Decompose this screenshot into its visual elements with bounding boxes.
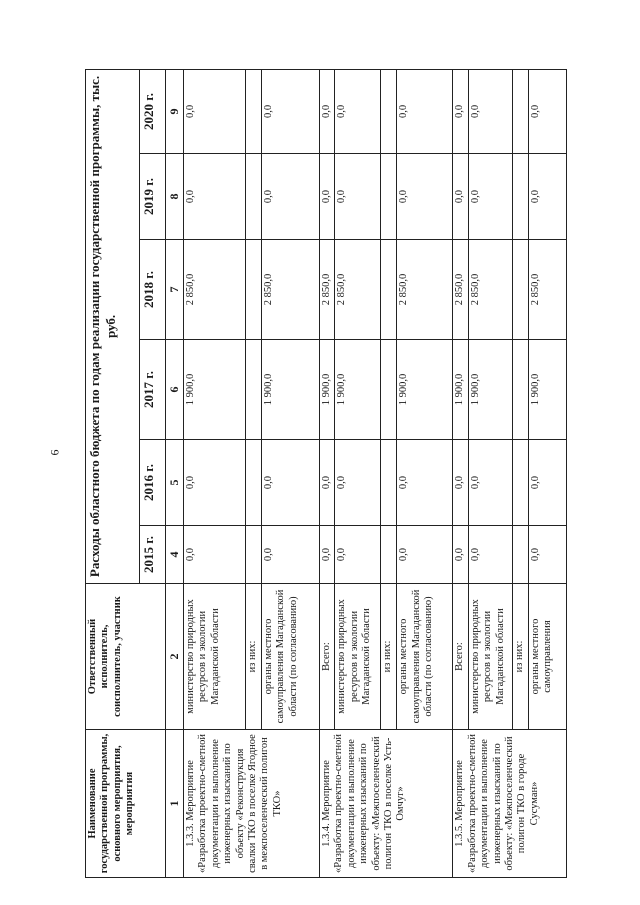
value-cell: 0,0 <box>320 69 335 153</box>
year-header: 2015 г. <box>140 526 166 584</box>
column-number: 1 <box>166 730 184 878</box>
value-cell: 0,0 <box>453 440 468 526</box>
value-cell: 0,0 <box>397 154 453 240</box>
page-number: 6 <box>47 449 62 456</box>
value-cell: 1 900,0 <box>335 340 381 440</box>
value-cell: 0,0 <box>262 69 320 153</box>
value-cell: 0,0 <box>528 440 566 526</box>
value-cell <box>246 240 262 340</box>
value-cell: 0,0 <box>184 526 246 584</box>
value-cell: 0,0 <box>184 154 246 240</box>
column-number: 5 <box>166 440 184 526</box>
value-cell: 2 850,0 <box>262 240 320 340</box>
value-cell: 0,0 <box>528 526 566 584</box>
value-cell: 2 850,0 <box>528 240 566 340</box>
value-cell: 2 850,0 <box>184 240 246 340</box>
column-number: 6 <box>166 340 184 440</box>
value-cell: 0,0 <box>453 69 468 153</box>
value-cell: 1 900,0 <box>320 340 335 440</box>
executor-cell: органы местного самоуправления Магаданской области (по согласованию) <box>262 584 320 730</box>
column-number: 9 <box>166 69 184 153</box>
total-label: Всего: <box>453 584 468 730</box>
value-cell <box>246 440 262 526</box>
value-cell: 2 850,0 <box>335 240 381 340</box>
value-cell <box>512 69 528 153</box>
value-cell: 1 900,0 <box>528 340 566 440</box>
value-cell: 0,0 <box>468 440 512 526</box>
rotated-page-content <box>85 70 567 878</box>
value-cell: 2 850,0 <box>468 240 512 340</box>
budget-table <box>85 69 567 878</box>
value-cell <box>512 340 528 440</box>
subtotal-label: из них: <box>381 584 397 730</box>
activity-name: 1.3.5. Мероприятие «Разработка проектно-сметной документации и выполнение инженерных изысканий по объекту: «Межпоселенческий полигон ТКО в городе Сусуман» <box>453 730 567 878</box>
year-header: 2019 г. <box>140 154 166 240</box>
executor-cell: министерство природных ресурсов и экологии Магаданской области <box>335 584 381 730</box>
value-cell <box>381 440 397 526</box>
executor-cell: органы местного самоуправления <box>528 584 566 730</box>
value-cell: 0,0 <box>320 526 335 584</box>
value-cell: 0,0 <box>320 440 335 526</box>
value-cell: 0,0 <box>335 440 381 526</box>
value-cell: 2 850,0 <box>397 240 453 340</box>
table-row <box>320 69 335 877</box>
value-cell <box>512 440 528 526</box>
year-header: 2016 г. <box>140 440 166 526</box>
value-cell <box>381 340 397 440</box>
column-number: 8 <box>166 154 184 240</box>
value-cell <box>246 526 262 584</box>
value-cell: 0,0 <box>335 154 381 240</box>
value-cell: 0,0 <box>468 526 512 584</box>
value-cell: 0,0 <box>528 154 566 240</box>
value-cell: 1 900,0 <box>184 340 246 440</box>
year-header: 2020 г. <box>140 69 166 153</box>
value-cell: 0,0 <box>335 69 381 153</box>
value-cell <box>381 154 397 240</box>
subtotal-label: из них: <box>512 584 528 730</box>
column-number: 4 <box>166 526 184 584</box>
value-cell: 0,0 <box>262 526 320 584</box>
executor-cell: министерство природных ресурсов и экологии Магаданской области <box>468 584 512 730</box>
value-cell: 0,0 <box>528 69 566 153</box>
value-cell <box>512 154 528 240</box>
header-name: Наименование государственной программы, основного мероприятия, мероприятия <box>86 730 166 878</box>
year-header: 2018 г. <box>140 240 166 340</box>
total-label: Всего: <box>320 584 335 730</box>
value-cell: 1 900,0 <box>262 340 320 440</box>
header-budget: Расходы областного бюджета по годам реализации государственной программы, тыс. руб. <box>86 69 140 583</box>
value-cell <box>246 340 262 440</box>
value-cell: 0,0 <box>184 440 246 526</box>
value-cell <box>246 154 262 240</box>
value-cell: 0,0 <box>397 440 453 526</box>
activity-name: 1.3.4. Мероприятие «Разработка проектно-сметной документации и выполнение инженерных изысканий по объекту: «Межпоселенческий полигон ТКО в поселке Усть-Омчуг» <box>320 730 453 878</box>
value-cell: 0,0 <box>262 154 320 240</box>
value-cell: 0,0 <box>453 526 468 584</box>
value-cell <box>246 69 262 153</box>
table-row <box>453 69 468 877</box>
value-cell: 0,0 <box>397 526 453 584</box>
value-cell: 0,0 <box>453 154 468 240</box>
value-cell: 2 850,0 <box>453 240 468 340</box>
executor-cell: органы местного самоуправления Магаданской области (по согласованию) <box>397 584 453 730</box>
value-cell: 0,0 <box>320 154 335 240</box>
value-cell: 0,0 <box>262 440 320 526</box>
value-cell: 1 900,0 <box>397 340 453 440</box>
value-cell: 0,0 <box>468 154 512 240</box>
value-cell: 0,0 <box>184 69 246 153</box>
value-cell <box>381 526 397 584</box>
value-cell: 0,0 <box>397 69 453 153</box>
value-cell: 1 900,0 <box>453 340 468 440</box>
value-cell: 0,0 <box>468 69 512 153</box>
value-cell <box>381 240 397 340</box>
column-number: 2 <box>166 584 184 730</box>
year-header: 2017 г. <box>140 340 166 440</box>
header-executor: Ответственный исполнитель, соисполнитель, участник <box>86 584 166 730</box>
value-cell <box>381 69 397 153</box>
executor-cell: министерство природных ресурсов и экологии Магаданской области <box>184 584 246 730</box>
value-cell <box>512 240 528 340</box>
table-row <box>184 69 246 877</box>
column-number: 7 <box>166 240 184 340</box>
subtotal-label: из них: <box>246 584 262 730</box>
activity-name: 1.3.3. Мероприятие «Разработка проектно-сметной документации и выполнение инженерных изысканий по объекту «Реконструкция свалки ТКО в поселке Ягодное в межпоселенческий полигон ТКО» <box>184 730 320 878</box>
value-cell: 2 850,0 <box>320 240 335 340</box>
value-cell: 1 900,0 <box>468 340 512 440</box>
value-cell: 0,0 <box>335 526 381 584</box>
value-cell <box>512 526 528 584</box>
